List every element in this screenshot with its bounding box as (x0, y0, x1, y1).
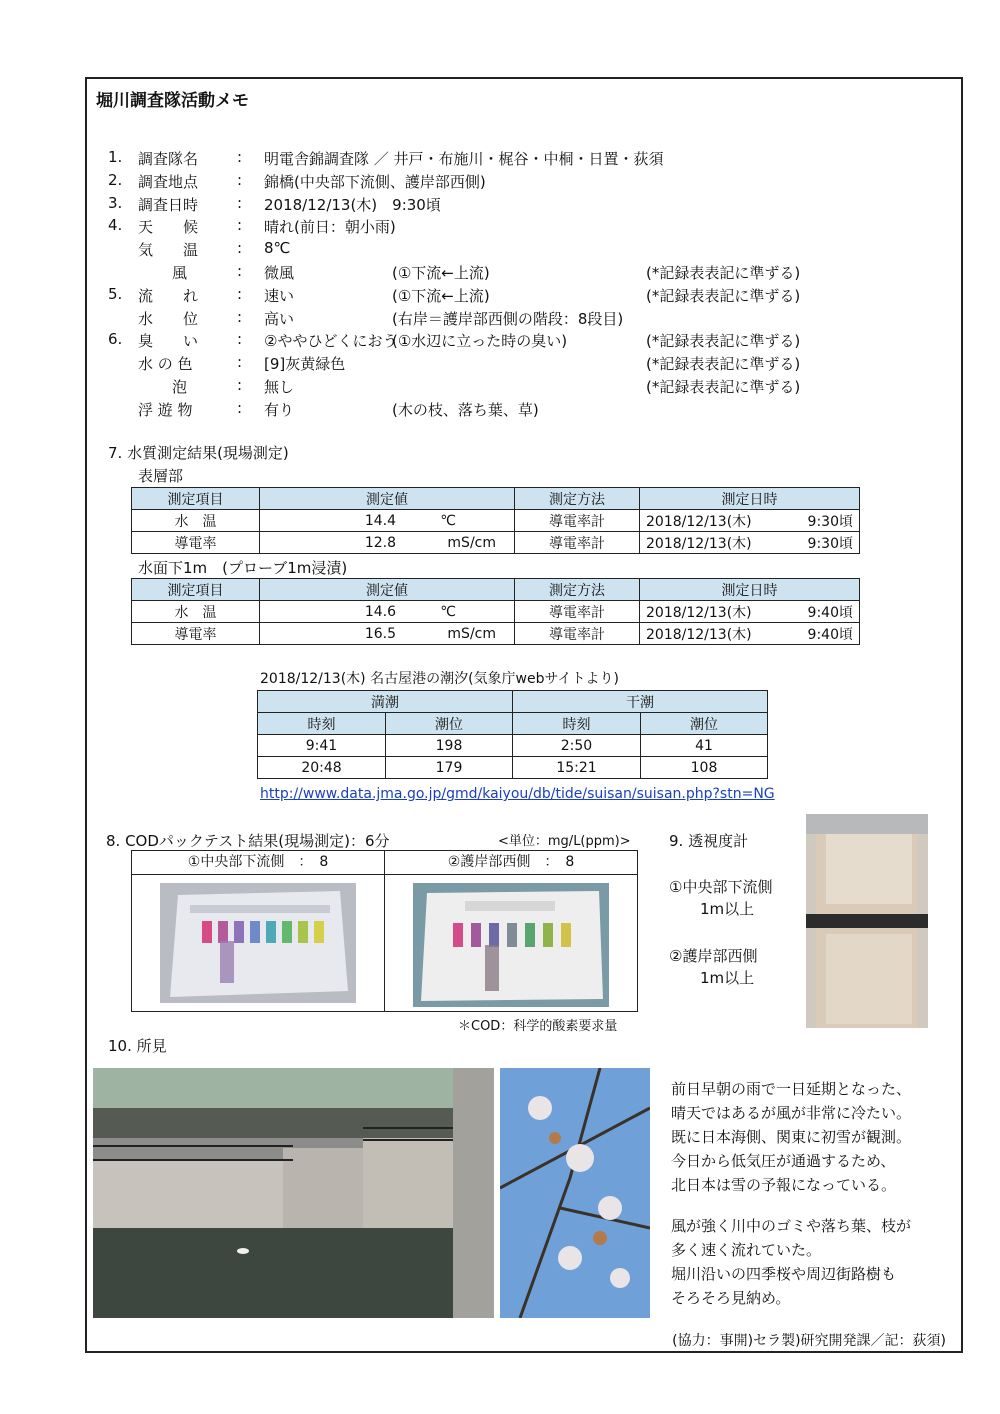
info-colon: : (237, 148, 243, 166)
high-level: 198 (386, 735, 513, 757)
high-time-header: 時刻 (258, 713, 386, 735)
info-label: 浮 遊 物 (138, 400, 193, 419)
info-value: 微風 (264, 264, 295, 282)
info-value: 無し (264, 378, 295, 396)
low-time-header: 時刻 (513, 713, 641, 735)
cell-item: 導電率 (132, 532, 260, 554)
table-row (132, 601, 860, 623)
info-remark: (*記録表表記に準ずる) (646, 286, 801, 305)
info-label: 調査隊名 (138, 150, 199, 168)
info-value: ②ややひどくにおう (264, 332, 398, 351)
cod-right-label-box (384, 850, 638, 875)
info-number: 4. (108, 216, 123, 235)
remark-line: 風が強く川中のゴミや落ち葉、枝が (671, 1217, 912, 1235)
info-value: 晴れ(前日：朝小雨) (264, 218, 396, 237)
info-label: 流 れ (138, 286, 199, 305)
high-tide-header: 満潮 (258, 691, 513, 713)
header-item: 測定項目 (132, 488, 260, 510)
table-row (132, 510, 860, 532)
header-item: 測定項目 (132, 579, 260, 601)
info-note: (①水辺に立った時の臭い) (392, 332, 568, 351)
high-time: 20:48 (258, 757, 386, 779)
clarity-line2: ②護岸部西側 (669, 947, 758, 965)
deep-label: 水面下1m (プローブ1m浸漬) (138, 559, 348, 577)
low-level: 41 (641, 735, 768, 757)
clarity-line1: ①中央部下流側 (669, 878, 773, 896)
info-colon: : (237, 330, 243, 349)
remark-line: 前日早朝の雨で一日延期となった、 (671, 1080, 912, 1098)
footer-credit: (協力：事開)セラ製)研究開発課／記：荻須) (672, 1333, 946, 1349)
cell-method: 導電率計 (515, 510, 640, 532)
cod-right-photo (413, 883, 609, 1007)
remark-line: 多く速く流れていた。 (671, 1241, 822, 1259)
info-value: 高い (264, 309, 295, 328)
info-note: (木の枝、落ち葉、草) (392, 400, 539, 419)
cod-test-card-photo (160, 883, 356, 1003)
info-colon: : (237, 376, 243, 394)
section7-heading: 7. 水質測定結果(現場測定) (108, 444, 289, 462)
info-remark: (*記録表表記に準ずる) (646, 264, 801, 282)
header-datetime: 測定日時 (640, 488, 860, 510)
info-number: 1. (108, 148, 123, 166)
section9-heading: 9. 透視度計 (669, 832, 749, 850)
info-label: 気 温 (138, 241, 199, 260)
tide-title: 2018/12/13(木) 名古屋港の潮汐(気象庁webサイトより) (260, 671, 619, 687)
transparency-tube-photo (806, 814, 928, 1028)
info-value: 8℃ (264, 239, 291, 258)
cod-left-label-box (131, 850, 385, 875)
cell-value (260, 510, 515, 532)
river-bank-scene (93, 1068, 494, 1318)
clarity-meter-photo (806, 814, 928, 1028)
value-unit: mS/cm (447, 625, 496, 642)
info-colon: : (237, 398, 243, 417)
info-remark: (*記録表表記に準ずる) (646, 355, 801, 374)
cell-value (260, 532, 515, 554)
low-level: 108 (641, 757, 768, 779)
surface-table (131, 487, 860, 554)
value-number: 14.6 (364, 603, 396, 620)
cod-left-photo (160, 883, 356, 1003)
value-number: 16.5 (364, 625, 396, 642)
cell-item: 水 温 (132, 601, 260, 623)
cod-footnote: ＊COD：科学的酸素要求量 (458, 1019, 618, 1034)
cell-datetime (640, 623, 860, 645)
info-colon: : (237, 216, 243, 235)
date-text: 2018/12/13(木) (646, 535, 752, 552)
info-remark: (*記録表表記に準ずる) (646, 378, 801, 396)
cod-test-card-photo (413, 883, 609, 1007)
info-colon: : (237, 262, 243, 280)
remark-line: 北日本は雪の予報になっている。 (671, 1176, 897, 1194)
info-number: 5. (108, 284, 123, 303)
info-colon: : (237, 239, 243, 258)
info-label: 調査地点 (138, 172, 199, 191)
high-level: 179 (386, 757, 513, 779)
time-text: 9:40頃 (807, 604, 853, 621)
cod-right-photo-box (384, 874, 638, 1012)
remark-line: 今日から低気圧が通過するため、 (671, 1152, 896, 1170)
cell-method: 導電率計 (515, 532, 640, 554)
table-row (132, 623, 860, 645)
section8-heading: 8. CODパックテスト結果(現場測定)：6分 (106, 832, 390, 850)
info-colon: : (237, 353, 243, 372)
info-value: [9]灰黄緑色 (264, 355, 346, 374)
info-label: 調査日時 (138, 195, 199, 214)
table-row (132, 532, 860, 554)
remark-line: 既に日本海側、関東に初雪が観測。 (671, 1128, 912, 1146)
tide-header-row (258, 691, 768, 713)
info-label: 風 (172, 264, 188, 282)
info-label: 臭 い (138, 332, 199, 351)
cell-datetime (640, 532, 860, 554)
info-label: 水 の 色 (138, 355, 193, 374)
info-label: 水 位 (138, 309, 199, 328)
cell-method: 導電率計 (515, 623, 640, 645)
info-value: 速い (264, 286, 295, 305)
tide-source-link[interactable]: http://www.data.jma.go.jp/gmd/kaiyou/db/tide/suisan/suisan.php?stn=NG (260, 786, 775, 802)
info-number: 3. (108, 193, 123, 212)
info-note: (右岸＝護岸部西側の階段：8段目) (392, 309, 624, 328)
time-text: 9:30頃 (807, 535, 853, 552)
low-level-header: 潮位 (641, 713, 768, 735)
value-unit: ℃ (440, 603, 456, 620)
cherry-blossom-photo (500, 1068, 650, 1318)
info-colon: : (237, 170, 243, 189)
info-value: 有り (264, 400, 295, 419)
high-level-header: 潮位 (386, 713, 513, 735)
cherry-blossom-scene (500, 1068, 650, 1318)
info-colon: : (237, 284, 243, 303)
tide-table (257, 690, 768, 779)
cod-right-label: ②護岸部西側 ： 8 (447, 854, 575, 870)
deep-table (131, 578, 860, 645)
info-value: 明電舎錦調査隊 ／ 井戸・布施川・梶谷・中桐・日置・荻須 (264, 150, 664, 168)
info-value: 2018/12/13(木) 9:30頃 (264, 195, 441, 214)
table-row (258, 757, 768, 779)
info-number: 2. (108, 170, 123, 189)
value-number: 14.4 (364, 512, 396, 529)
cod-left-label: ①中央部下流側 ： 8 (187, 854, 329, 870)
low-time: 15:21 (513, 757, 641, 779)
header-value: 測定値 (260, 488, 515, 510)
header-method: 測定方法 (515, 579, 640, 601)
cod-unit: <単位：mg/L(ppm)> (498, 834, 631, 849)
value-unit: mS/cm (447, 534, 496, 551)
time-text: 9:30頃 (807, 513, 853, 530)
info-label: 泡 (172, 378, 188, 396)
surface-label: 表層部 (138, 467, 184, 485)
info-value: 錦橋(中央部下流側、護岸部西側) (264, 172, 486, 191)
cell-datetime (640, 601, 860, 623)
cell-method: 導電率計 (515, 601, 640, 623)
info-label: 天 候 (138, 218, 199, 237)
header-datetime: 測定日時 (640, 579, 860, 601)
time-text: 9:40頃 (807, 626, 853, 643)
info-note: (①下流←上流) (392, 286, 490, 305)
info-remark: (*記録表表記に準ずる) (646, 332, 801, 351)
date-text: 2018/12/13(木) (646, 513, 752, 530)
tide-subheader-row (258, 713, 768, 735)
low-time: 2:50 (513, 735, 641, 757)
cell-datetime (640, 510, 860, 532)
remark-line: 堀川沿いの四季桜や周辺街路樹も (671, 1265, 897, 1283)
value-unit: ℃ (440, 512, 456, 529)
cell-item: 水 温 (132, 510, 260, 532)
cell-value (260, 623, 515, 645)
info-number: 6. (108, 330, 123, 349)
section10-heading: 10. 所見 (108, 1037, 167, 1055)
info-note: (①下流←上流) (392, 264, 490, 282)
page-title: 堀川調査隊活動メモ (96, 91, 249, 111)
table-row (258, 735, 768, 757)
info-colon: : (237, 307, 243, 326)
river-bank-photo (93, 1068, 494, 1318)
header-value: 測定値 (260, 579, 515, 601)
clarity-line1-value: 1m以上 (700, 900, 755, 918)
date-text: 2018/12/13(木) (646, 604, 752, 621)
low-tide-header: 干潮 (513, 691, 768, 713)
deep-table-header (132, 579, 860, 601)
value-number: 12.8 (364, 534, 396, 551)
info-colon: : (237, 193, 243, 212)
date-text: 2018/12/13(木) (646, 626, 752, 643)
cell-item: 導電率 (132, 623, 260, 645)
surface-table-header (132, 488, 860, 510)
remark-line: 晴天ではあるが風が非常に冷たい。 (671, 1104, 912, 1122)
cod-left-photo-box (131, 874, 385, 1012)
remark-line: そろそろ見納め。 (671, 1289, 791, 1307)
header-method: 測定方法 (515, 488, 640, 510)
high-time: 9:41 (258, 735, 386, 757)
clarity-line2-value: 1m以上 (700, 969, 755, 987)
cell-value (260, 601, 515, 623)
